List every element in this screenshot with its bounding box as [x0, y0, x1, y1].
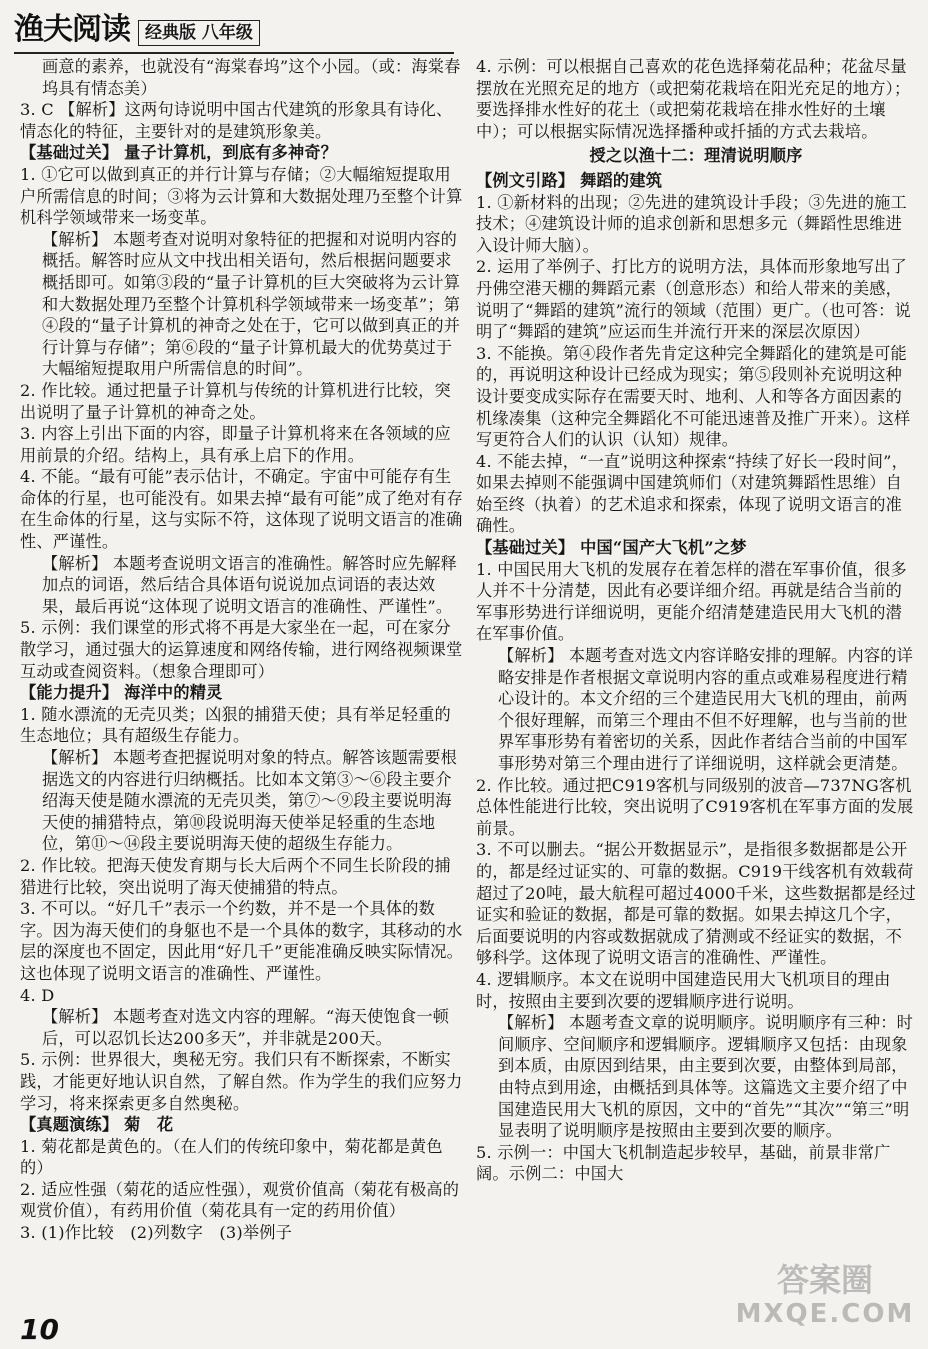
right-column — [476, 56, 916, 1185]
answer-paragraph: 4. 不能去掉，“一直”说明这种探索“持续了好长一段时间”，如果去掉则不能强调中国建筑师们（对建筑舞蹈性思维）自始至终（执着）的艺术追求和探索，体现了说明文语言的准确性。 — [476, 451, 909, 536]
answer-paragraph: 5. 示例：我们课堂的形式将不再是大家坐在一起，可在家分散学习，通过强大的运算速度和网络传输，进行网络视频课堂互动或查阅资料。（想象合理即可） — [20, 618, 463, 681]
left-column — [20, 56, 465, 1244]
answer-paragraph: 2. 运用了举例子、打比方的说明方法，具体而形象地写出了丹佛空港天棚的舞蹈元素（创意形态）和给人带来的美感，说明了“舞蹈的建筑”流行的领域（范围）更广。（也可答：说明了“舞蹈的建筑”应运而生并流行开来的深层次原因） — [476, 257, 911, 342]
answer-paragraph: 2. 作比较。通过把量子计算机与传统的计算机进行比较，突出说明了量子计算机的神奇之处。 — [20, 380, 451, 422]
answer-paragraph: 1. ①新材料的出现；②先进的建筑设计手段；③先进的施工技术；④建筑设计师的追求创新和思想多元（舞蹈性思维进入设计师大脑）。 — [476, 192, 907, 255]
answer-paragraph: 1. 菊花都是黄色的。（在人们的传统印象中，菊花都是黄色的） — [20, 1136, 443, 1178]
answer-paragraph: 5. 示例一：中国大飞机制造起步较早，基础，前景非常广阔。示例二：中国大 — [476, 1142, 891, 1184]
chapter-heading: 授之以渔十二：理清说明顺序 — [589, 146, 803, 166]
section-heading: 【基础过关】 中国“国产大飞机”之梦 — [476, 538, 747, 558]
answer-paragraph: 3. 内容上引出下面的内容，即量子计算机将来在各领域的应用前景的介绍。结构上，具有承上启下的作用。 — [20, 424, 451, 465]
answer-paragraph: 2. 作比较。通过把C919客机与同级别的波音—737NG客机总体性能进行比较，突出说明了C919客机在军事方面的发展前景。 — [476, 775, 914, 838]
answer-paragraph: 3. C 【解析】这两句诗说明中国古代建筑的形象具有诗化、情态化的特征，主要针对的是建筑形象美。 — [20, 100, 453, 141]
answer-paragraph: 1. 中国民用大飞机的发展存在着怎样的潜在军事价值，很多人并不十分清楚，因此有必要详细介绍。再就是结合当前的军事形势进行详细说明，更能介绍清楚建造民用大飞机的潜在军事价值。 — [476, 559, 907, 644]
section-heading: 【例文引路】 舞蹈的建筑 — [476, 170, 663, 190]
section-heading: 【真题演练】 菊 花 — [20, 1115, 174, 1135]
answer-paragraph: 4. 不能。“最有可能”表示估计，不确定。宇宙中可能存有生命体的行星，也可能没有。如果去掉“最有可能”成了绝对有存在生命体的行星，这与实际不符，这体现了说明文语言的准确性、严谨性。 — [20, 467, 464, 552]
page-number: 10 — [20, 1313, 59, 1346]
answer-paragraph: 1. ①它可以做到真正的并行计算与存储；②大幅缩短提取用户所需信息的时间；③将为云计算和大数据处理乃至整个计算机科学领域带来一场变革。 — [20, 164, 463, 228]
answer-paragraph: 2. 作比较。把海天使发育期与长大后两个不同生长阶段的捕猎进行比较，突出说明了海天使捕猎的特点。 — [20, 855, 451, 897]
section-heading: 【能力提升】 海洋中的精灵 — [20, 683, 223, 703]
answer-paragraph: 1. 随水漂流的无壳贝类；凶狠的捕猎天使；具有举足轻重的生态地位；具有超级生存能力。 — [20, 704, 451, 746]
answer-paragraph: 5. 示例：世界很大，奥秘无穷。我们只有不断探索，不断实践，才能更好地认识自然，了解自然。作为学生的我们应努力学习，将来探索更多自然奥秘。 — [20, 1050, 463, 1113]
answer-paragraph: 【解析】 本题考查文章的说明顺序。说明顺序有三种：时间顺序、空间顺序和逻辑顺序。逻辑顺序又包括：由现象到本质，由原因到结果，由主要到次要，由整体到局部，由特点到用途，由概括到具体等。这篇选文主要介绍了中国建造民用大飞机的原因，文中的“首先”“其次”“第三”明显表明了说明顺序是按照由主要到次要的顺序。 — [498, 1013, 914, 1141]
answer-paragraph: 【解析】 本题考查对选文内容详略安排的理解。内容的详略安排是作者根据文章说明内容的重点或难易程度进行精心设计的。本文介绍的三个建造民用大飞机的理由，前两个很好理解，而第三个理由不但不好理解，也与当前的世界军事形势有着密切的关系，因此作者结合当前的中国军事形势对第三个理由进行了详细说明，这样就会更清楚。 — [498, 646, 914, 773]
answer-paragraph: 4. 示例：可以根据自己喜欢的花色选择菊花品种；花盆尽量摆放在光照充足的地方（或把菊花栽培在阳光充足的地方）；要选择排水性好的花土（或把菊花栽培在排水性好的土壤中）；可以根据实际情况选择播种或扦插的方式去栽培。 — [476, 57, 911, 141]
answer-paragraph: 4. 逻辑顺序。本文在说明中国建造民用大飞机项目的理由时，按照由主要到次要的逻辑顺序进行说明。 — [476, 969, 891, 1011]
watermark-top: 答案圈 — [776, 1261, 873, 1299]
answer-paragraph: 3. 不能换。第④段作者先肯定这种完全舞蹈化的建筑是可能的，再说明这种设计已经成为现实；第⑤段则补充说明这种设计要变成实际存在需要天时、地利、人和等各方面因素的机缘凑集（这种完全舞蹈化不可能迅速普及推广开来）。这样写更符合人们的认识（认知）规律。 — [476, 343, 911, 450]
section-heading: 【基础过关】 量子计算机，到底有多神奇？ — [20, 143, 338, 163]
answer-paragraph: 画意的素养，也就没有“海棠春坞”这个小园。（或：海棠春坞具有情态美） — [42, 57, 461, 98]
answer-paragraph: 【解析】 本题考查把握说明对象的特点。解答该题需要根据选文的内容进行归纳概括。比如本文第③～⑥段主要介绍海天使是随水漂流的无壳贝类，第⑦～⑨段主要说明海天使的捕猎特点，第⑩段说明海天使举足轻重的生态地位，第⑪～⑭段主要说明海天使的超级生存能力。 — [42, 748, 458, 854]
answer-paragraph: 3. 不可以删去。“据公开数据显示”，是指很多数据都是公开的，都是经过证实的、可靠的数据。C919干线客机有效载荷超过了20吨，最大航程可超过4000千米，这些数据都是经过证实和验证的数据，都是可靠的数据。如果去掉这几个字，后面要说明的内容或数据就成了猜测或不经证实的数据，不够科学。这体现了说明文语言的准确性、严谨性。 — [476, 840, 916, 968]
answer-paragraph: 【解析】 本题考查说明文语言的准确性。解答时应先解释加点的词语，然后结合具体语句说说加点词语的表达效果，最后再说“这体现了说明文语言的准确性、严谨性”。 — [42, 553, 458, 616]
brand-logo: 渔夫阅读 — [14, 12, 130, 47]
answer-paragraph: 2. 适应性强（菊花的适应性强），观赏价值高（菊花有极高的观赏价值），有药用价值（菊花具有一定的药用价值） — [20, 1179, 460, 1221]
answer-paragraph: 【解析】 本题考查对说明对象特征的把握和对说明内容的概括。解答时应从文中找出相关语句，然后根据问题要求概括即可。如第③段的“量子计算机的巨大突破将为云计算和大数据处理乃至整个计算机科学领域带来一场变革”；第④段的“量子计算机的神奇之处在于，它可以做到真正的并行计算与存储”；第⑥段的“量子计算机最大的优势莫过于大幅缩短提取用户所需信息的时间”。 — [42, 229, 461, 379]
header-divider — [14, 52, 454, 54]
answer-paragraph: 3. 不可以。“好几千”表示一个约数，并不是一个具体的数字。因为海天使们的身躯也不是一个具体的数字，其移动的水层的深度也不固定，因此用“好几千”更能准确反映实际情况。这也体现了说明文语言的准确性、严谨性。 — [20, 899, 464, 983]
watermark — [730, 1262, 920, 1342]
edition-label: 经典版 八年级 — [138, 20, 260, 46]
watermark-bottom: MXQE.COM — [735, 1299, 915, 1329]
answer-paragraph: 【解析】 本题考查对选文内容的理解。“海天使饱食一顿后，可以忍饥长达200多天”，并非就是200天。 — [42, 1007, 450, 1048]
answer-paragraph: 4. D — [20, 985, 55, 1005]
answer-paragraph: 3. (1)作比较 (2)列数字 (3)举例子 — [20, 1223, 293, 1243]
page-header — [14, 6, 454, 50]
